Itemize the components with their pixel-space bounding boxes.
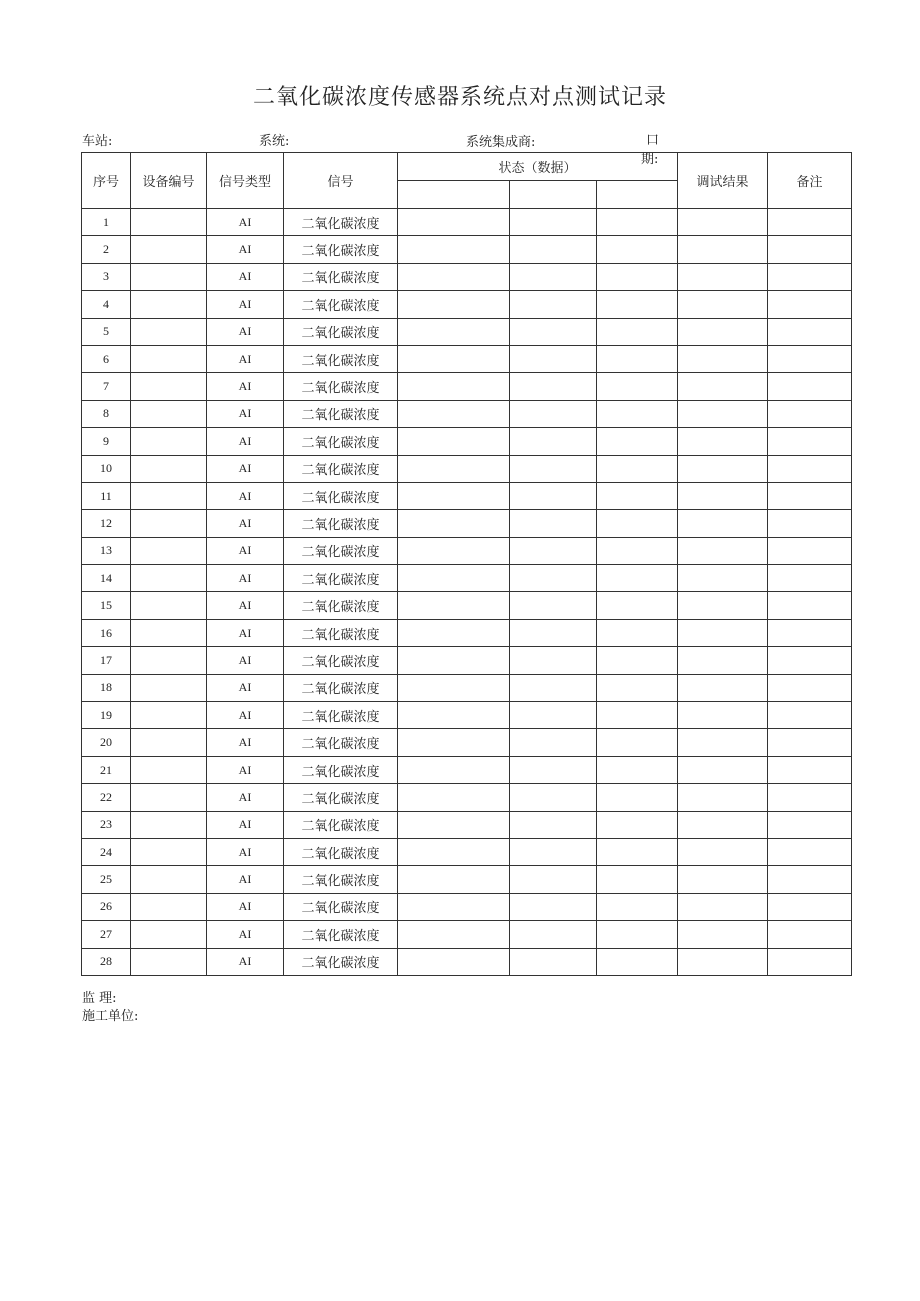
signal-type-cell: AI <box>207 619 284 646</box>
row-number: 22 <box>82 784 131 811</box>
row-number: 5 <box>82 318 131 345</box>
system-label: 系统: <box>259 134 290 149</box>
remark-cell <box>768 756 852 783</box>
status-cell <box>510 702 597 729</box>
status-cell <box>597 482 678 509</box>
signal-cell: 二氧化碳浓度 <box>284 702 398 729</box>
station-label: 车站: <box>82 134 113 149</box>
signal-type-cell: AI <box>207 729 284 756</box>
status-cell <box>597 400 678 427</box>
page-title: 二氧化碳浓度传感器系统点对点测试记录 <box>252 85 667 110</box>
header-result: 调试结果 <box>678 153 768 209</box>
row-number: 13 <box>82 537 131 564</box>
result-cell <box>678 729 768 756</box>
status-cell <box>510 948 597 975</box>
result-cell <box>678 565 768 592</box>
header-seq: 序号 <box>82 153 131 209</box>
signal-type-cell: AI <box>207 592 284 619</box>
status-cell <box>510 756 597 783</box>
row-number: 26 <box>82 893 131 920</box>
device-id-cell <box>131 291 207 318</box>
status-cell <box>510 619 597 646</box>
row-number: 18 <box>82 674 131 701</box>
signal-type-cell: AI <box>207 291 284 318</box>
status-cell <box>510 674 597 701</box>
device-id-cell <box>131 893 207 920</box>
device-id-cell <box>131 811 207 838</box>
status-cell <box>597 647 678 674</box>
signal-type-cell: AI <box>207 893 284 920</box>
row-number: 14 <box>82 565 131 592</box>
status-cell <box>398 291 510 318</box>
device-id-cell <box>131 236 207 263</box>
table-row <box>82 318 852 345</box>
remark-cell <box>768 702 852 729</box>
device-id-cell <box>131 455 207 482</box>
result-cell <box>678 400 768 427</box>
signal-type-cell: AI <box>207 811 284 838</box>
row-number: 11 <box>82 482 131 509</box>
row-number: 27 <box>82 921 131 948</box>
result-cell <box>678 592 768 619</box>
signal-type-cell: AI <box>207 756 284 783</box>
table-row <box>82 784 852 811</box>
result-cell <box>678 482 768 509</box>
status-cell <box>398 893 510 920</box>
status-cell <box>398 428 510 455</box>
row-number: 1 <box>82 209 131 236</box>
table-row <box>82 345 852 372</box>
signal-cell: 二氧化碳浓度 <box>284 729 398 756</box>
result-cell <box>678 647 768 674</box>
signal-cell: 二氧化碳浓度 <box>284 565 398 592</box>
status-cell <box>398 948 510 975</box>
remark-cell <box>768 291 852 318</box>
row-number: 21 <box>82 756 131 783</box>
status-cell <box>398 537 510 564</box>
status-cell <box>510 811 597 838</box>
status-cell <box>510 291 597 318</box>
status-cell <box>510 482 597 509</box>
result-cell <box>678 674 768 701</box>
result-cell <box>678 209 768 236</box>
signal-cell: 二氧化碳浓度 <box>284 921 398 948</box>
status-cell <box>398 921 510 948</box>
remark-cell <box>768 428 852 455</box>
table-row <box>82 838 852 865</box>
signal-type-cell: AI <box>207 373 284 400</box>
table-row <box>82 455 852 482</box>
device-id-cell <box>131 619 207 646</box>
signal-type-cell: AI <box>207 209 284 236</box>
signal-cell: 二氧化碳浓度 <box>284 209 398 236</box>
remark-cell <box>768 729 852 756</box>
signal-type-cell: AI <box>207 565 284 592</box>
status-cell <box>597 729 678 756</box>
header-signal: 信号 <box>284 153 398 209</box>
status-cell <box>597 756 678 783</box>
device-id-cell <box>131 647 207 674</box>
signal-cell: 二氧化碳浓度 <box>284 838 398 865</box>
signal-type-cell: AI <box>207 400 284 427</box>
header-status: 状态（数据） <box>398 153 678 181</box>
status-cell <box>597 619 678 646</box>
status-cell <box>597 921 678 948</box>
device-id-cell <box>131 674 207 701</box>
status-cell <box>597 345 678 372</box>
result-cell <box>678 373 768 400</box>
status-cell <box>597 373 678 400</box>
remark-cell <box>768 647 852 674</box>
row-number: 25 <box>82 866 131 893</box>
table-row <box>82 209 852 236</box>
result-cell <box>678 510 768 537</box>
signal-type-cell: AI <box>207 702 284 729</box>
row-number: 24 <box>82 838 131 865</box>
table-row <box>82 373 852 400</box>
remark-cell <box>768 838 852 865</box>
status-cell <box>597 811 678 838</box>
device-id-cell <box>131 263 207 290</box>
status-cell <box>597 893 678 920</box>
remark-cell <box>768 510 852 537</box>
device-id-cell <box>131 784 207 811</box>
status-cell <box>398 236 510 263</box>
test-record-table <box>81 152 852 976</box>
status-cell <box>398 756 510 783</box>
device-id-cell <box>131 565 207 592</box>
row-number: 8 <box>82 400 131 427</box>
result-cell <box>678 921 768 948</box>
table-row <box>82 510 852 537</box>
status-cell <box>597 428 678 455</box>
signal-type-cell: AI <box>207 537 284 564</box>
signal-type-cell: AI <box>207 482 284 509</box>
table-row <box>82 428 852 455</box>
signal-cell: 二氧化碳浓度 <box>284 455 398 482</box>
status-cell <box>597 510 678 537</box>
status-cell <box>510 592 597 619</box>
signal-cell: 二氧化碳浓度 <box>284 592 398 619</box>
row-number: 2 <box>82 236 131 263</box>
status-cell <box>597 455 678 482</box>
status-subcell <box>398 181 510 209</box>
remark-cell <box>768 400 852 427</box>
remark-cell <box>768 811 852 838</box>
status-cell <box>510 537 597 564</box>
remark-cell <box>768 345 852 372</box>
signal-cell: 二氧化碳浓度 <box>284 345 398 372</box>
integrator-label: 系统集成商: <box>466 135 536 150</box>
row-number: 23 <box>82 811 131 838</box>
row-number: 4 <box>82 291 131 318</box>
table-row <box>82 565 852 592</box>
device-id-cell <box>131 510 207 537</box>
remark-cell <box>768 921 852 948</box>
device-id-cell <box>131 756 207 783</box>
remark-cell <box>768 209 852 236</box>
result-cell <box>678 537 768 564</box>
remark-cell <box>768 674 852 701</box>
status-cell <box>398 209 510 236</box>
status-cell <box>398 373 510 400</box>
result-cell <box>678 345 768 372</box>
signal-type-cell: AI <box>207 784 284 811</box>
row-number: 28 <box>82 948 131 975</box>
status-cell <box>510 647 597 674</box>
signal-type-cell: AI <box>207 838 284 865</box>
device-id-cell <box>131 209 207 236</box>
signal-cell: 二氧化碳浓度 <box>284 647 398 674</box>
remark-cell <box>768 893 852 920</box>
signal-cell: 二氧化碳浓度 <box>284 373 398 400</box>
row-number: 10 <box>82 455 131 482</box>
remark-cell <box>768 236 852 263</box>
remark-cell <box>768 565 852 592</box>
result-cell <box>678 756 768 783</box>
signal-cell: 二氧化碳浓度 <box>284 428 398 455</box>
status-cell <box>597 948 678 975</box>
remark-cell <box>768 318 852 345</box>
result-cell <box>678 702 768 729</box>
remark-cell <box>768 784 852 811</box>
device-id-cell <box>131 373 207 400</box>
result-cell <box>678 428 768 455</box>
status-cell <box>398 619 510 646</box>
signal-cell: 二氧化碳浓度 <box>284 811 398 838</box>
table-row <box>82 756 852 783</box>
signal-type-cell: AI <box>207 236 284 263</box>
status-cell <box>398 866 510 893</box>
status-cell <box>510 784 597 811</box>
result-cell <box>678 236 768 263</box>
row-number: 19 <box>82 702 131 729</box>
signal-cell: 二氧化碳浓度 <box>284 784 398 811</box>
status-cell <box>597 565 678 592</box>
remark-cell <box>768 482 852 509</box>
signal-type-cell: AI <box>207 318 284 345</box>
supervisor-label: 监 理: <box>82 991 117 1006</box>
signal-type-cell: AI <box>207 674 284 701</box>
row-number: 9 <box>82 428 131 455</box>
status-cell <box>398 838 510 865</box>
status-cell <box>398 455 510 482</box>
result-cell <box>678 619 768 646</box>
device-id-cell <box>131 400 207 427</box>
table-row <box>82 619 852 646</box>
status-cell <box>398 592 510 619</box>
remark-cell <box>768 619 852 646</box>
status-cell <box>398 318 510 345</box>
row-number: 6 <box>82 345 131 372</box>
status-cell <box>597 674 678 701</box>
device-id-cell <box>131 428 207 455</box>
result-cell <box>678 455 768 482</box>
row-number: 15 <box>82 592 131 619</box>
status-cell <box>510 400 597 427</box>
result-cell <box>678 866 768 893</box>
table-row <box>82 811 852 838</box>
status-cell <box>597 537 678 564</box>
result-cell <box>678 291 768 318</box>
status-cell <box>398 784 510 811</box>
status-cell <box>510 565 597 592</box>
signal-cell: 二氧化碳浓度 <box>284 400 398 427</box>
row-number: 16 <box>82 619 131 646</box>
status-cell <box>398 565 510 592</box>
status-cell <box>510 236 597 263</box>
header-remark: 备注 <box>768 153 852 209</box>
signal-type-cell: AI <box>207 345 284 372</box>
result-cell <box>678 263 768 290</box>
signal-type-cell: AI <box>207 921 284 948</box>
device-id-cell <box>131 318 207 345</box>
signal-cell: 二氧化碳浓度 <box>284 619 398 646</box>
status-cell <box>398 674 510 701</box>
row-number: 3 <box>82 263 131 290</box>
status-cell <box>510 263 597 290</box>
status-cell <box>510 318 597 345</box>
signal-type-cell: AI <box>207 647 284 674</box>
device-id-cell <box>131 592 207 619</box>
status-cell <box>398 647 510 674</box>
table-row <box>82 921 852 948</box>
device-id-cell <box>131 866 207 893</box>
status-cell <box>510 345 597 372</box>
status-cell <box>398 510 510 537</box>
table-row <box>82 729 852 756</box>
remark-cell <box>768 263 852 290</box>
status-cell <box>597 236 678 263</box>
device-id-cell <box>131 921 207 948</box>
status-cell <box>510 428 597 455</box>
device-id-cell <box>131 537 207 564</box>
device-id-cell <box>131 838 207 865</box>
header-signal-type: 信号类型 <box>207 153 284 209</box>
status-cell <box>597 702 678 729</box>
table-row <box>82 702 852 729</box>
status-cell <box>597 592 678 619</box>
table-row <box>82 236 852 263</box>
table-row <box>82 893 852 920</box>
table-row <box>82 400 852 427</box>
status-cell <box>510 209 597 236</box>
table-row <box>82 482 852 509</box>
status-cell <box>597 866 678 893</box>
signal-type-cell: AI <box>207 510 284 537</box>
table-row <box>82 291 852 318</box>
remark-cell <box>768 373 852 400</box>
constructor-label: 施工单位: <box>82 1009 139 1024</box>
remark-cell <box>768 592 852 619</box>
status-cell <box>597 263 678 290</box>
table-row <box>82 537 852 564</box>
signal-cell: 二氧化碳浓度 <box>284 948 398 975</box>
status-subcell <box>597 181 678 209</box>
result-cell <box>678 784 768 811</box>
device-id-cell <box>131 702 207 729</box>
device-id-cell <box>131 482 207 509</box>
status-cell <box>510 373 597 400</box>
signal-type-cell: AI <box>207 263 284 290</box>
signal-cell: 二氧化碳浓度 <box>284 318 398 345</box>
result-cell <box>678 318 768 345</box>
status-cell <box>597 291 678 318</box>
table-row <box>82 263 852 290</box>
status-cell <box>398 263 510 290</box>
table-row <box>82 948 852 975</box>
result-cell <box>678 838 768 865</box>
signal-cell: 二氧化碳浓度 <box>284 866 398 893</box>
status-subcell <box>510 181 597 209</box>
status-cell <box>398 482 510 509</box>
device-id-cell <box>131 948 207 975</box>
status-cell <box>510 921 597 948</box>
status-cell <box>398 811 510 838</box>
signal-cell: 二氧化碳浓度 <box>284 263 398 290</box>
result-cell <box>678 948 768 975</box>
status-cell <box>597 784 678 811</box>
status-cell <box>510 729 597 756</box>
status-cell <box>510 866 597 893</box>
signal-type-cell: AI <box>207 948 284 975</box>
device-id-cell <box>131 345 207 372</box>
row-number: 12 <box>82 510 131 537</box>
table-row <box>82 674 852 701</box>
table-row <box>82 647 852 674</box>
device-id-cell <box>131 729 207 756</box>
signal-type-cell: AI <box>207 428 284 455</box>
signal-cell: 二氧化碳浓度 <box>284 756 398 783</box>
status-cell <box>398 702 510 729</box>
status-cell <box>597 209 678 236</box>
row-number: 7 <box>82 373 131 400</box>
signal-cell: 二氧化碳浓度 <box>284 236 398 263</box>
date-label-bottom: 期: <box>641 152 659 167</box>
remark-cell <box>768 948 852 975</box>
remark-cell <box>768 455 852 482</box>
header-device-id: 设备编号 <box>131 153 207 209</box>
status-cell <box>398 400 510 427</box>
status-cell <box>510 838 597 865</box>
remark-cell <box>768 866 852 893</box>
signal-cell: 二氧化碳浓度 <box>284 510 398 537</box>
status-cell <box>510 893 597 920</box>
table-row <box>82 592 852 619</box>
row-number: 17 <box>82 647 131 674</box>
signal-cell: 二氧化碳浓度 <box>284 537 398 564</box>
result-cell <box>678 811 768 838</box>
date-label-top: 口 <box>646 133 660 148</box>
signal-cell: 二氧化碳浓度 <box>284 291 398 318</box>
status-cell <box>398 729 510 756</box>
status-cell <box>398 345 510 372</box>
signal-type-cell: AI <box>207 455 284 482</box>
status-cell <box>510 455 597 482</box>
remark-cell <box>768 537 852 564</box>
row-number: 20 <box>82 729 131 756</box>
status-cell <box>510 510 597 537</box>
signal-cell: 二氧化碳浓度 <box>284 674 398 701</box>
signal-type-cell: AI <box>207 866 284 893</box>
signal-cell: 二氧化碳浓度 <box>284 893 398 920</box>
status-cell <box>597 318 678 345</box>
table-row <box>82 866 852 893</box>
signal-cell: 二氧化碳浓度 <box>284 482 398 509</box>
status-cell <box>597 838 678 865</box>
result-cell <box>678 893 768 920</box>
